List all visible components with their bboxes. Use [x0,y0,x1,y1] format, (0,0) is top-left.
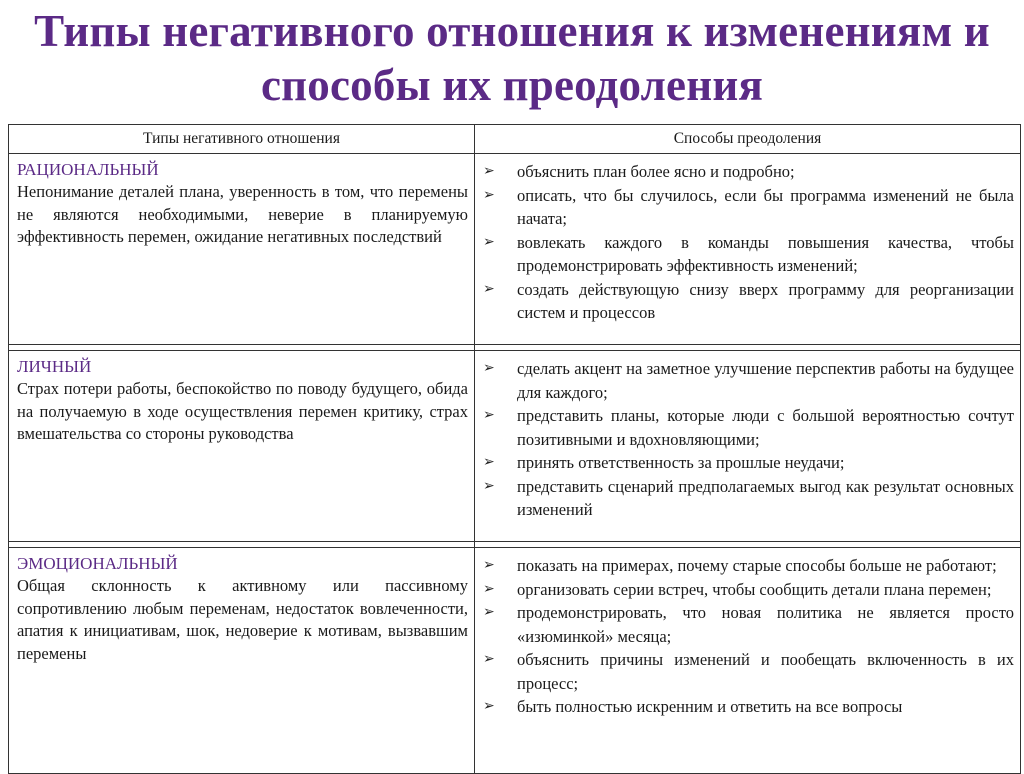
method-text: принять ответственность за прошлые неудачи; [517,453,845,472]
method-text: представить планы, которые люди с большой вероятностью сочтут позитивными и вдохновляющими; [517,406,1014,449]
method-text: быть полностью искренним и ответить на все вопросы [517,697,903,716]
header-methods: Способы преодоления [475,125,1021,154]
list-item [483,184,1014,231]
arrow-bullet-icon: ➢ [483,454,495,470]
type-cell [9,548,475,774]
list-item [483,648,1014,695]
arrow-bullet-icon: ➢ [483,280,495,297]
method-text: организовать серии встреч, чтобы сообщить детали плана перемен; [517,579,992,599]
arrow-bullet-icon: ➢ [483,580,495,597]
table-row [9,154,1021,345]
arrow-bullet-icon: ➢ [483,698,495,714]
arrow-bullet-icon: ➢ [483,557,495,573]
method-text: объяснить план более ясно и подробно; [517,162,795,181]
methods-list [483,160,1014,325]
type-name: ЛИЧНЫЙ [17,357,92,376]
method-text: объяснить причины изменений и пообещать включенность в их процесс; [517,650,1014,693]
table-row [9,548,1021,774]
list-item [483,404,1014,451]
type-name: РАЦИОНАЛЬНЫЙ [17,160,159,179]
page-title-line-2: способы их преодоления [260,60,764,110]
type-name: ЭМОЦИОНАЛЬНЫЙ [17,554,178,573]
attitude-table [8,124,1021,774]
list-item [483,231,1014,278]
type-cell [9,154,475,345]
list-item [483,554,1014,578]
method-text: представить сценарий предполагаемых выгод как результат основных изменений [517,476,1014,519]
list-item [483,601,1014,648]
method-text: показать на примерах, почему старые способы больше не работают; [517,556,997,575]
table-row [9,351,1021,542]
methods-list [483,357,1014,522]
type-description: Страх потери работы, беспокойство по поводу будущего, обида на получаемую в ходе осуществления перемен критику, страх вмешательства со стороны руководства [17,379,468,443]
methods-cell [475,154,1021,345]
type-cell [9,351,475,542]
list-item [483,357,1014,404]
arrow-bullet-icon: ➢ [483,360,495,376]
arrow-bullet-icon: ➢ [483,163,495,179]
arrow-bullet-icon: ➢ [483,407,495,423]
list-item [483,160,1014,184]
header-types: Типы негативного отношения [9,125,475,154]
arrow-bullet-icon: ➢ [483,477,495,494]
method-text: сделать акцент на заметное улучшение перспектив работы на будущее для каждого; [517,359,1014,402]
methods-cell [475,548,1021,774]
method-text: описать, что бы случилось, если бы программа изменений не была начата; [517,185,1014,228]
list-item [483,278,1014,325]
arrow-bullet-icon: ➢ [483,233,495,250]
methods-cell [475,351,1021,542]
arrow-bullet-icon: ➢ [483,651,495,667]
list-item [483,451,1014,475]
method-text: создать действующую снизу вверх программу для реорганизации систем и процессов [517,279,1014,322]
type-description: Общая склонность к активному или пассивному сопротивлению любым переменам, недостаток вовлеченности, апатия к инициативам, шок, недоверие к мотивам, вызвавшим перемены [17,576,468,663]
arrow-bullet-icon: ➢ [483,604,495,620]
list-item [483,475,1014,522]
list-item [483,695,1014,719]
type-description: Непонимание деталей плана, уверенность в том, что перемены не являются необходимыми, неверие в планируемую эффективность перемен, ожидание негативных последствий [17,182,468,246]
table-header-row [9,125,1021,154]
list-item [483,578,1014,602]
arrow-bullet-icon: ➢ [483,186,495,203]
page-title-line-1: Типы негативного отношения к изменениям и [34,6,990,56]
page-title [0,4,1024,112]
method-text: продемонстрировать, что новая политика не является просто «изюминкой» месяца; [517,603,1014,646]
methods-list [483,554,1014,719]
method-text: вовлекать каждого в команды повышения качества, чтобы продемонстрировать эффективность изменений; [517,232,1014,275]
